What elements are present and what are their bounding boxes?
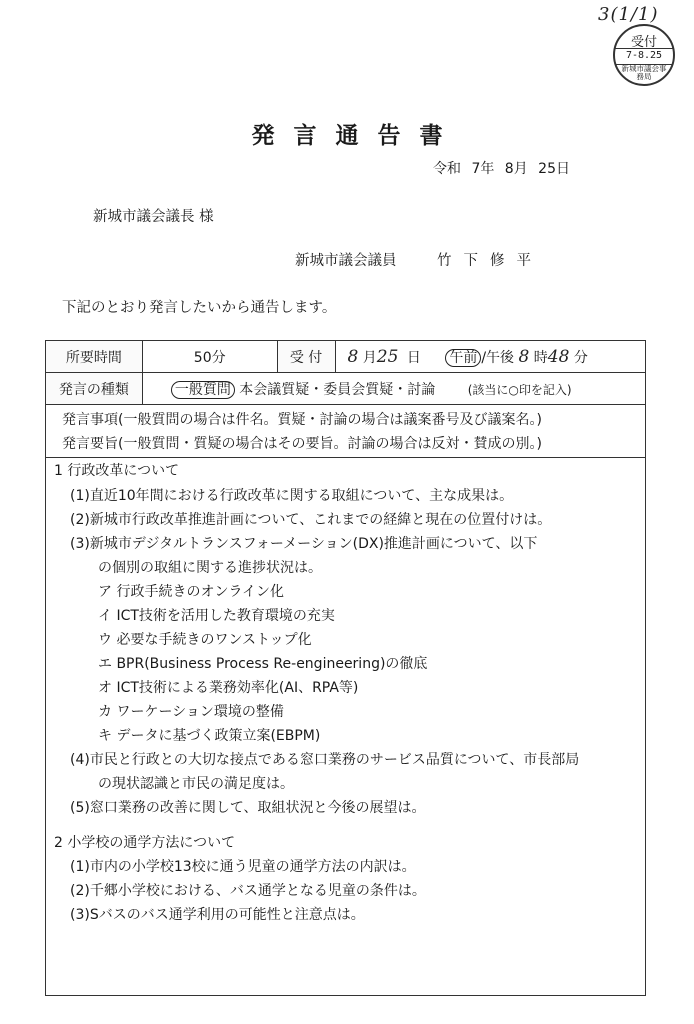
form-row-type: [46, 373, 646, 405]
received-month: 8: [347, 346, 359, 367]
slash-pm: /午後: [481, 349, 515, 366]
page-number: 3(1/1): [598, 4, 659, 25]
gist-header: 発言要旨(一般質問・質疑の場合はその要旨。討論の場合は反対・賛成の別。): [62, 436, 542, 452]
received-day: 25: [376, 346, 399, 367]
time-label: 所要時間: [46, 341, 143, 373]
received-stamp: [613, 24, 675, 86]
content-box: [45, 404, 646, 996]
s1-question-2: (2)新城市行政改革推進計画について、これまでの経緯と現在の位置付けは。: [70, 512, 552, 528]
received-minute: 48: [547, 346, 570, 367]
type-label: 発言の種類: [46, 373, 143, 405]
s1-item-i: イ ICT技術を活用した教育環境の充実: [98, 608, 335, 624]
sender-name: 竹下修平: [437, 253, 543, 269]
received-datetime: [335, 341, 646, 373]
page-title: 発言通告書: [251, 123, 462, 149]
addressee: 新城市議会議長 様: [93, 209, 214, 225]
s1-item-u: ウ 必要な手続きのワンストップ化: [98, 632, 312, 648]
received-hour: 8: [518, 346, 530, 367]
hour-unit: 時: [533, 349, 548, 366]
intro-text: 下記のとおり発言したいから通告します。: [62, 300, 337, 316]
s1-question-3a: (3)新城市デジタルトランスフォーメーション(DX)推進計画について、以下: [70, 536, 538, 552]
s2-question-3: (3)Sバスのバス通学利用の可能性と注意点は。: [70, 907, 365, 923]
notice-form-table: [45, 340, 646, 405]
s1-question-4a: (4)市民と行政との大切な接点である窓口業務のサービス品質について、市長部局: [70, 752, 580, 768]
s1-question-5: (5)窓口業務の改善に関して、取組状況と今後の展望は。: [70, 800, 426, 816]
stamp-label: 受付: [630, 35, 657, 50]
time-value: 50分: [142, 341, 277, 373]
form-row-time: [46, 341, 646, 373]
s1-item-o: オ ICT技術による業務効率化(AI、RPA等): [98, 680, 359, 696]
s1-question-4b: の現状認識と市民の満足度は。: [98, 776, 294, 792]
month-unit: 月: [362, 349, 377, 366]
s1-question-3b: の個別の取組に関する進捗状況は。: [98, 560, 322, 576]
section-2-title: 2 小学校の通学方法について: [54, 835, 236, 851]
s1-item-ki: キ データに基づく政策立案(EBPM): [98, 728, 321, 744]
type-other-options: 本会議質疑・委員会質疑・討論: [239, 381, 436, 398]
type-options: [142, 373, 645, 405]
s1-item-a: ア 行政手続きのオンライン化: [98, 584, 285, 600]
minute-unit: 分: [573, 349, 588, 366]
stamp-office: 新城市議会事務局: [621, 64, 667, 81]
s1-item-e: エ BPR(Business Process Re-engineering)の徹底: [98, 656, 428, 672]
s1-question-1: (1)直近10年間における行政改革に関する取組について、主な成果は。: [70, 488, 514, 504]
subject-header: 発言事項(一般質問の場合は件名。質疑・討論の場合は議案番号及び議案名。): [62, 412, 542, 428]
s2-question-1: (1)市内の小学校13校に通う児童の通学方法の内訳は。: [70, 859, 416, 875]
type-note: (該当に○印を記入): [467, 382, 572, 397]
document-date: 令和 7年 8月 25日: [433, 161, 570, 177]
stamp-date: 7-8.25: [625, 50, 663, 61]
s1-item-ka: カ ワーケーション環境の整備: [98, 704, 284, 720]
am-circled: 午前: [445, 349, 481, 367]
section-1-title: 1 行政改革について: [54, 463, 180, 479]
received-label: 受 付: [277, 341, 335, 373]
sender-role: 新城市議会議員: [295, 253, 397, 269]
type-selected-circled: 一般質問: [171, 381, 235, 399]
s2-question-2: (2)千郷小学校における、バス通学となる児童の条件は。: [70, 883, 426, 899]
day-unit: 日: [406, 349, 421, 366]
